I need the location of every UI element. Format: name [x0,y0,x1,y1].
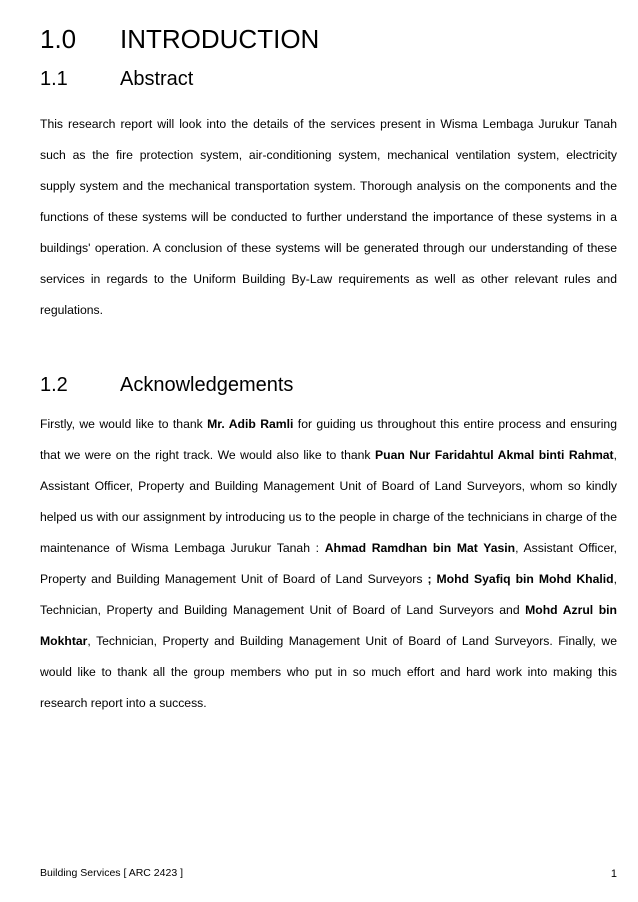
heading-acknowledgements [40,372,294,398]
ack-text: , Technician, Property and Building Management Unit of Board of Land Surveyors and [40,572,617,617]
ack-name: Ahmad Ramdhan bin Mat Yasin [324,541,516,555]
footer-course-label: Building Services [ ARC 2423 ] [40,867,183,879]
ack-text: for guiding us throughout this entire process and ensuring that we were on the right track. We would also like to thank [40,417,617,462]
heading-number: 1.2 [40,374,68,396]
abstract-paragraph: This research report will look into the details of the services present in Wisma Lembaga Jurukur Tanah such as the fire protection system, air-conditioning system, mechanical ventilation system, electricity supply system and the mechanical transportation system. Thorough analysis on the components and the functions of these systems will be conducted to further understand the importance of these systems in a buildings' operation. A conclusion of these systems will be generated through our understanding of these services in regards to the Uniform Building By-Law requirements as well as other relevant rules and regulations. [40,117,617,317]
heading-number: 1.1 [40,68,68,90]
heading-title: INTRODUCTION [120,24,320,54]
ack-name: ; Mohd Syafiq bin Mohd Khalid [427,572,614,586]
heading-title: Abstract [120,68,194,90]
heading-abstract [40,66,194,92]
ack-name: Puan Nur Faridahtul Akmal binti Rahmat [375,448,614,462]
ack-name: Mohd Azrul bin Mokhtar [40,603,617,648]
ack-text: , Technician, Property and Building Management Unit of Board of Land Surveyors. Finally, we would like to thank all the group members who put in so much effort and hard work into making this research report into a success. [40,634,617,710]
heading-number: 1.0 [40,24,77,54]
heading-title: Acknowledgements [120,374,294,396]
ack-text: , Assistant Officer, Property and Building Management Unit of Board of Land Surveyors, whom so kindly helped us with our assignment by introducing us to the people in charge of the technicians in charge of the maintenance of Wisma Lembaga Jurukur Tanah : [40,448,618,555]
acknowledgements-paragraph [40,409,617,719]
ack-name: Mr. Adib Ramli [207,417,294,431]
ack-text: , Assistant Officer, Property and Building Management Unit of Board of Land Surveyors [40,541,618,586]
ack-text: Firstly, we would like to thank [40,417,208,431]
page-number: 1 [610,868,617,880]
heading-introduction [40,22,320,56]
